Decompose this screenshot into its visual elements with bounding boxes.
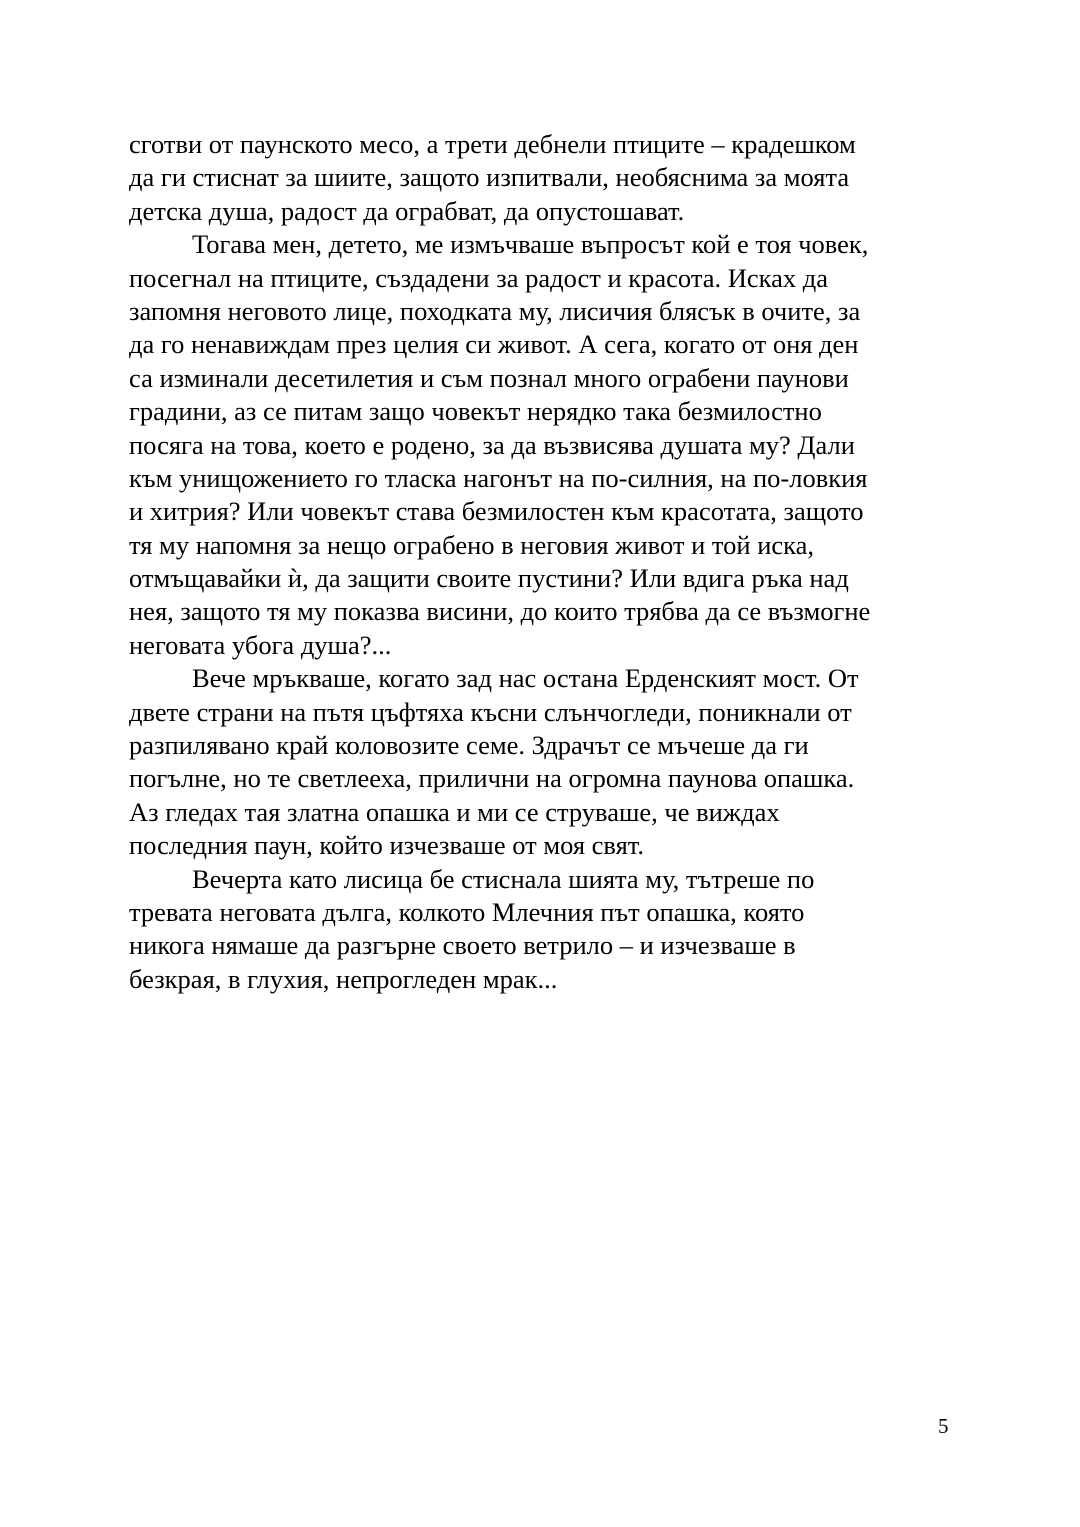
text-line: Вечерта като лисица бе стиснала шията му, тътреше по [192,863,815,894]
text-line: към унищожението го тласка нагонът на по-силния, на по-ловкия [129,462,868,493]
text-line: последния паун, който изчезваше от моя свят. [129,830,644,861]
text-line: разпилявано край коловозите семе. Здрачът се мъчеше да ги [129,730,809,761]
paragraph-3 [129,662,959,862]
paragraph-4 [129,863,959,997]
text-line: отмъщавайки ѝ, да защити своите пустини? Или вдига ръка над [129,563,849,594]
text-line: Вече мръкваше, когато зад нас остана Ерденският мост. От [192,663,859,694]
text-line: сготви от паунското месо, а трети дебнели птиците – крадешком [129,129,856,159]
text-line: тревата неговата дълга, колкото Млечния път опашка, която [129,896,805,927]
text-line: двете страни на пътя цъфтяха късни слънчогледи, поникнали от [129,696,852,727]
text-line: погълне, но те светлееха, прилични на огромна паунова опашка. [129,763,855,794]
text-line: нея, защото тя му показва висини, до които трябва да се възмогне [129,596,871,627]
text-line: да го ненавиждам през целия си живот. А сега, когато от оня ден [129,329,859,360]
text-line: Тогава мен, детето, ме измъчваше въпросът кой е тоя човек, [192,229,869,260]
text-line: да ги стиснат за шиите, защото изпитвали, необяснима за моята [129,162,850,193]
text-line: детска душа, радост да ограбват, да опустошават. [129,195,685,226]
text-line: градини, аз се питам защо човекът нерядко така безмилостно [129,396,822,427]
paragraph-2 [129,228,959,662]
text-line: никога нямаше да разгърне своето ветрило – и изчезваше в [129,930,796,961]
text-line: запомня неговото лице, походката му, лисичия блясък в очите, за [129,295,861,326]
text-line: посегнал на птиците, създадени за радост и красота. Исках да [129,262,828,293]
text-line: посяга на това, което е родено, за да възвисява душата му? Дали [129,429,855,460]
body-text [129,128,959,996]
text-line: са изминали десетилетия и съм познал много ограбени паунови [129,362,849,393]
text-line: Аз гледах тая златна опашка и ми се струваше, че виждах [129,796,780,827]
paragraph-1 [129,128,959,228]
text-line: тя му напомня за нещо ограбено в неговия живот и той иска, [129,529,815,560]
page-number: 5 [938,1414,949,1438]
text-line: неговата убога душа?... [129,629,392,660]
text-line: безкрая, в глухия, непрогледен мрак... [129,963,558,994]
text-line: и хитрия? Или човекът става безмилостен към красотата, защото [129,496,864,527]
